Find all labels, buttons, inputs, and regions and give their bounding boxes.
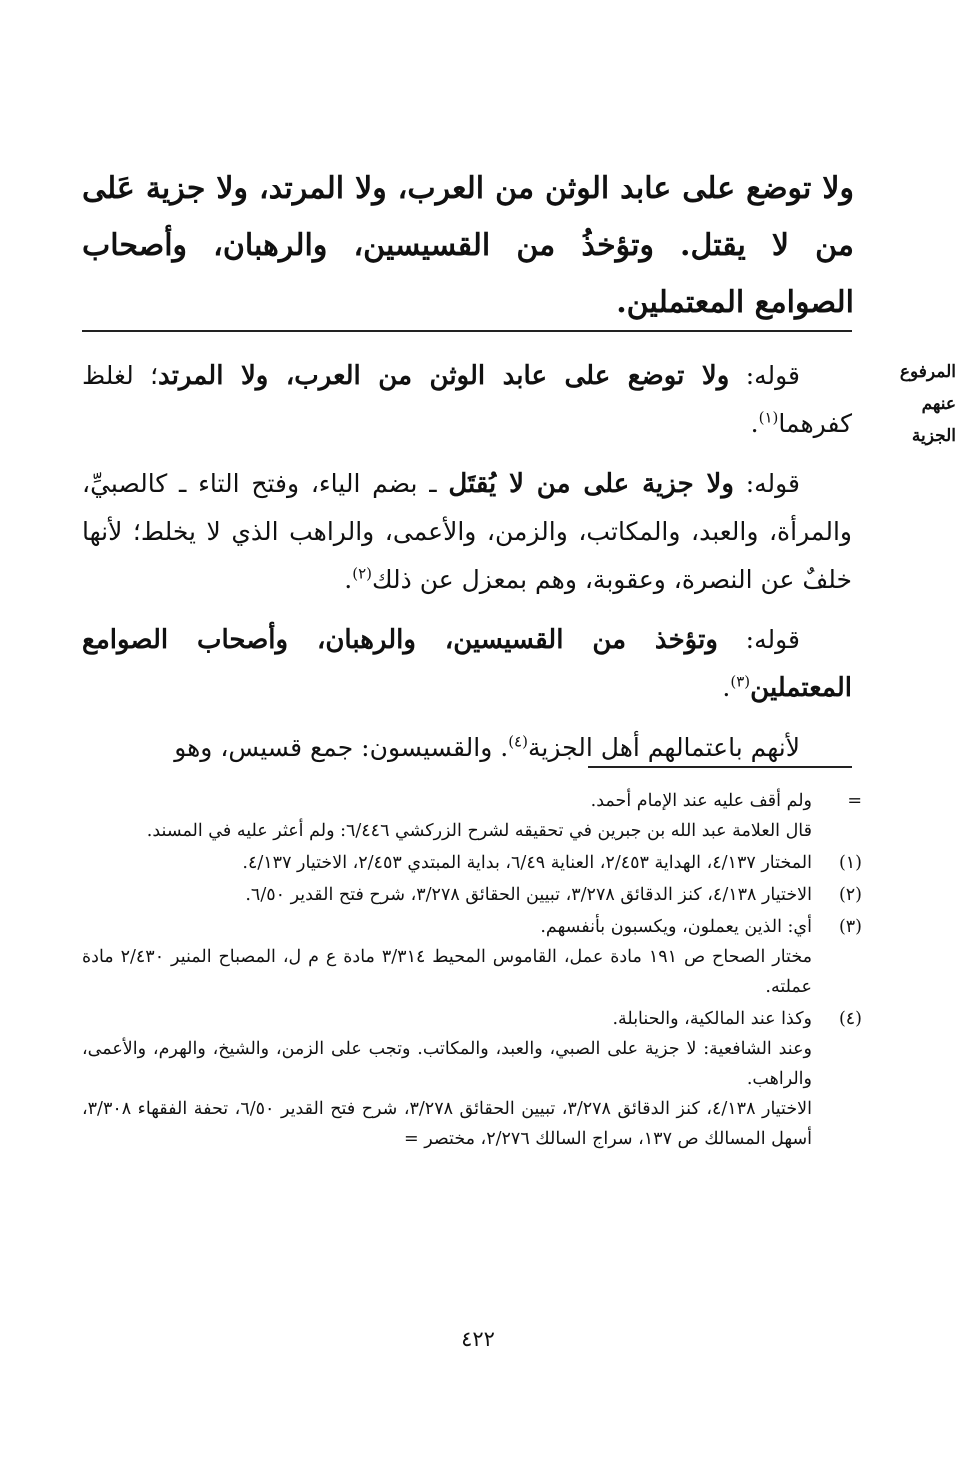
footnote-line: قال العلامة عبد الله بن جبرين في تحقيقه لشرح الزركشي ٦/٤٤٦: ولم أعثر عليه في المسند. [146, 821, 812, 841]
margin-heading-line: المرفوع [899, 362, 956, 382]
footnote-number: (١) [838, 853, 862, 873]
qawl-label: قوله: [717, 625, 800, 654]
footnote-line: وكذا عند المالكية، والحنابلة. [612, 1009, 812, 1029]
commentary-text: لأنهم باعتمالهم أهل الجزية [527, 733, 800, 762]
footnote-line: الاختيار ٤/١٣٨، كنز الدقائق ٣/٢٧٨، تبيين الحقائق ٣/٢٧٨، شرح فتح القدير ٦/٥٠، تحفة الفقهاء ٣/٣٠٨، أسهل المسالك ص ١٣٧، سراج السالك ٢/٢٧٦، مختصر = [82, 1099, 813, 1149]
footnote-line: أي: الذين يعملون، ويكسبون بأنفسهم. [540, 917, 812, 937]
footnote-number: (٢) [838, 885, 862, 905]
footnote-line: ولم أقف عليه عند الإمام أحمد. [590, 791, 812, 811]
footnote-number: (٤) [838, 1009, 862, 1029]
commentary-text: . والقسيسون: جمع قسيس، وهو [174, 733, 509, 762]
matn-divider [82, 330, 852, 332]
footnote [82, 848, 862, 878]
qawl-label: قوله: [733, 469, 800, 498]
footnote [82, 880, 862, 910]
qawl-label: قوله: [729, 361, 801, 390]
matn-text: ولا توضع على عابد الوثن من العرب، ولا المرتد، ولا جزية عَلى من لا يقتل. وتؤخذُ من القسيسين، والرهبان، وأصحاب الصوامع المعتملين. [82, 171, 854, 320]
footnote [82, 786, 862, 846]
footnote-number: (٣) [838, 917, 862, 937]
footnote-line: المختار ٤/١٣٧، الهداية ٢/٤٥٣، العناية ٦/٤٩، بداية المبتدي ٢/٤٥٣، الاختيار ٤/١٣٧. [242, 853, 812, 873]
punctuation: . [344, 565, 353, 594]
punctuation: . [750, 409, 759, 438]
footnote [82, 1004, 862, 1154]
commentary-paragraph [82, 352, 852, 448]
commentary-paragraph [82, 616, 852, 712]
footnote-line: الاختيار ٤/١٣٨، كنز الدقائق ٣/٢٧٨، تبيين الحقائق ٣/٢٧٨، شرح فتح القدير ٦/٥٠. [245, 885, 812, 905]
commentary-paragraph [82, 460, 852, 604]
commentary [82, 352, 852, 784]
margin-heading-line: عنهم [921, 394, 956, 414]
quoted-matn: ولا جزية على من لا يُقتَل [448, 469, 734, 499]
footnote-line: وعند الشافعية: لا جزية على الصبي، والعبد، والمكاتب. وتجب على الزمن، والشيخ، والهرم، والأعمى، والراهب. [82, 1039, 812, 1089]
margin-heading [872, 356, 956, 452]
quoted-matn: وتؤخذ من القسيسين، والرهبان، وأصحاب الصوامع المعتملين [82, 625, 852, 703]
commentary-text: ـ بضم الياء، وفتح التاء ـ كالصبيِّ، والمرأة، والعبد، والمكاتب، والزمن، والأعمى، والراهب الذي لا يخلط؛ لأنها خلفٌ عن النصرة، وعقوبة، وهم بمعزل عن ذلك [82, 469, 852, 594]
punctuation: . [722, 673, 731, 702]
margin-heading-line: الجزية [911, 426, 956, 446]
commentary-paragraph [82, 724, 852, 772]
quoted-matn: ولا توضع على عابد الوثن من العرب، ولا المرتد [158, 361, 730, 391]
page-number: ٤٢٢ [461, 1327, 495, 1351]
footnote-divider [588, 766, 852, 768]
footnote-ref[interactable]: (٣) [730, 672, 751, 691]
footnote-ref[interactable]: (٢) [352, 564, 372, 583]
footnotes [82, 786, 862, 1156]
footnote-ref[interactable]: (٤) [508, 732, 528, 751]
footnote-number: = [847, 791, 862, 811]
footnote-ref[interactable]: (١) [758, 408, 779, 427]
footnote [82, 912, 862, 1002]
footnote-line: مختار الصحاح ص ١٩١ مادة عمل، القاموس المحيط ٣/٣١٤ مادة ع م ل، المصباح المنير ٢/٤٣٠ مادة عملته. [82, 947, 813, 997]
commentary-text: ؛ لغلظ كفرهما [82, 361, 852, 438]
